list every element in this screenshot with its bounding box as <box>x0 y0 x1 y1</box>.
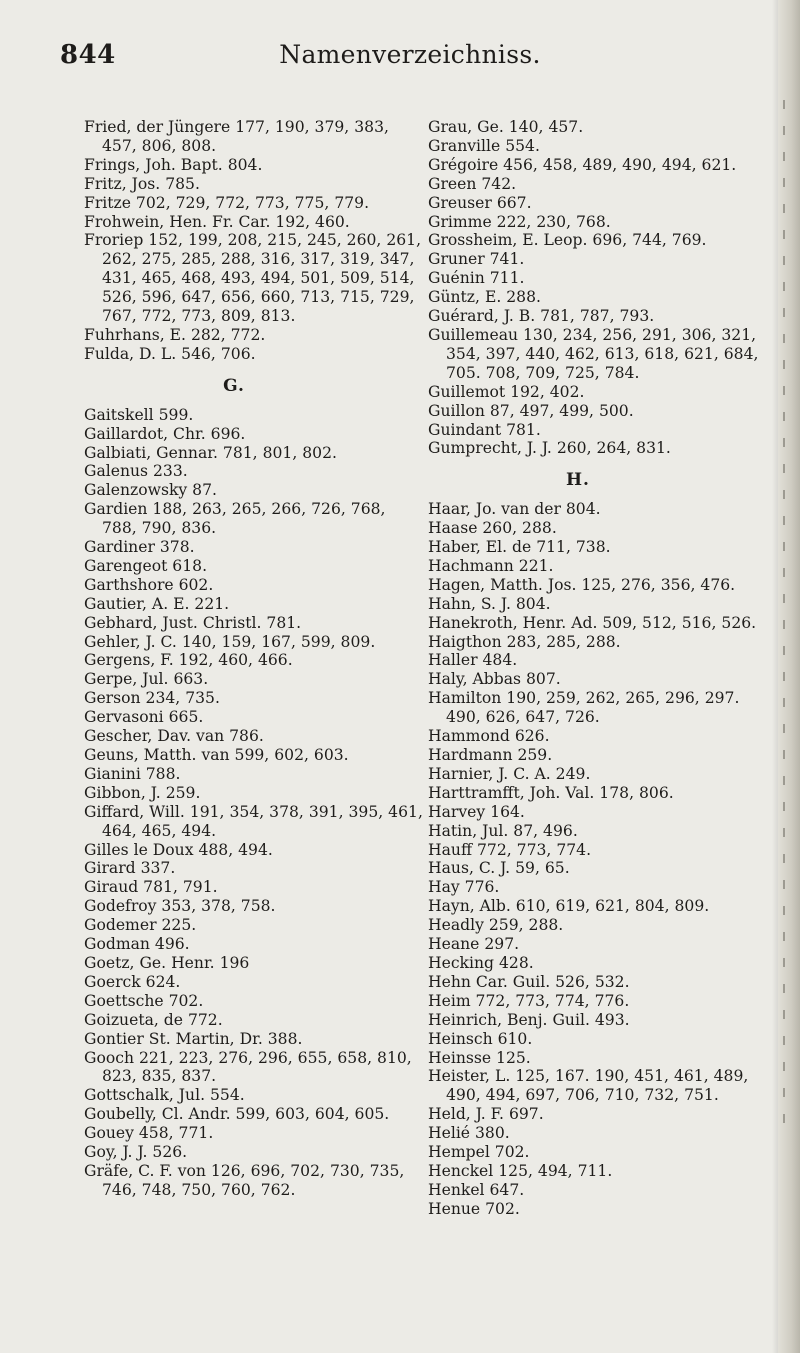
index-entry: Galenus 233. <box>84 462 188 481</box>
index-entry: Heinsch 610. <box>428 1029 533 1048</box>
index-entry: Greuser 667. <box>428 193 532 212</box>
index-entry: Hatin, Jul. 87, 496. <box>428 821 578 840</box>
index-entry: Fritze 702, 729, 772, 773, 775, 779. <box>84 193 370 212</box>
index-entry: Harttramfft, Joh. Val. 178, 806. <box>428 783 674 802</box>
edge-glyph-fragment <box>783 750 797 759</box>
index-entry: Gervasoni 665. <box>84 708 204 727</box>
index-entry: Hauff 772, 773, 774. <box>428 840 592 859</box>
edge-glyph-fragment <box>783 620 797 629</box>
index-entry: Held, J. F. 697. <box>428 1105 544 1124</box>
index-entry: Goubelly, Cl. Andr. 599, 603, 604, 605. <box>84 1105 390 1124</box>
edge-glyph-fragment <box>783 1062 797 1071</box>
index-entry: Goettsche 702. <box>84 991 204 1010</box>
index-entry: Goerck 624. <box>84 972 181 991</box>
index-entry: Hamilton 190, 259, 262, 265, 296, 297. 490, 626, 647, 726. <box>428 689 745 727</box>
index-entry: Haller 484. <box>428 651 518 670</box>
edge-glyph-fragment <box>783 906 797 915</box>
index-entry: Hehn Car. Guil. 526, 532. <box>428 972 630 991</box>
index-entry: Garengeot 618. <box>84 556 208 575</box>
page-number: 844 <box>60 40 116 70</box>
index-entry: Haber, El. de 711, 738. <box>428 538 611 557</box>
index-entry: Godman 496. <box>84 935 190 954</box>
edge-glyph-fragment <box>783 724 797 733</box>
index-entry: Fried, der Jüngere 177, 190, 379, 383, 457, 806, 808. <box>84 118 394 155</box>
index-entry: Fulda, D. L. 546, 706. <box>84 344 256 363</box>
index-entry: Gebhard, Just. Christl. 781. <box>84 613 302 632</box>
index-entry: Harvey 164. <box>428 802 525 821</box>
index-entry: Gräfe, C. F. von 126, 696, 702, 730, 735, 746, 748, 750, 760, 762. <box>84 1161 410 1199</box>
edge-glyph-fragment <box>783 178 797 187</box>
edge-glyph-fragment <box>783 464 797 473</box>
index-entry: Guillon 87, 497, 499, 500. <box>428 401 634 420</box>
index-entry: Fuhrhans, E. 282, 772. <box>84 325 266 344</box>
left-entries-f <box>84 118 427 364</box>
edge-glyph-fragment <box>783 542 797 551</box>
index-entry: Gaitskell 599. <box>84 405 194 424</box>
index-entry: Galbiati, Gennar. 781, 801, 802. <box>84 443 337 462</box>
index-entry: Granville 554. <box>428 136 540 155</box>
edge-glyph-fragment <box>783 646 797 655</box>
index-entry: Gautier, A. E. 221. <box>84 594 230 613</box>
edge-glyph-fragment <box>783 204 797 213</box>
index-entry: Hay 776. <box>428 878 500 897</box>
index-entry: Garthshore 602. <box>84 575 214 594</box>
index-entry: Gardiner 378. <box>84 538 195 557</box>
edge-glyph-fragment <box>783 152 797 161</box>
edge-glyph-fragment <box>783 308 797 317</box>
index-entry: Gilles le Doux 488, 494. <box>84 840 273 859</box>
edge-glyph-fragment <box>783 698 797 707</box>
index-entry: Hecking 428. <box>428 953 534 972</box>
edge-glyph-fragment <box>783 256 797 265</box>
index-entry: Güntz, E. 288. <box>428 288 541 307</box>
index-entry: Girard 337. <box>84 859 176 878</box>
index-entry: Grau, Ge. 140, 457. <box>428 118 584 136</box>
edge-glyph-fragment <box>783 958 797 967</box>
index-entry: Haly, Abbas 807. <box>428 670 561 689</box>
edge-glyph-fragment <box>783 412 797 421</box>
edge-glyph-fragment <box>783 386 797 395</box>
index-entry: Gescher, Dav. van 786. <box>84 727 264 746</box>
index-entry: Giffard, Will. 191, 354, 378, 391, 395, 461, 464, 465, 494. <box>84 802 428 840</box>
edge-glyph-fragment <box>783 126 797 135</box>
running-title: Namenverzeichniss. <box>279 40 541 69</box>
right-entries-h <box>428 500 778 1218</box>
edge-glyph-fragment <box>783 516 797 525</box>
edge-glyph-fragment <box>783 282 797 291</box>
edge-glyph-fragment <box>783 802 797 811</box>
section-letter-h: H. <box>566 470 590 491</box>
index-entry: Frohwein, Hen. Fr. Car. 192, 460. <box>84 212 350 231</box>
index-entry: Godefroy 353, 378, 758. <box>84 897 276 916</box>
index-entry: Goy, J. J. 526. <box>84 1143 188 1162</box>
section-letter-g: G. <box>223 375 245 396</box>
edge-glyph-fragment <box>783 776 797 785</box>
page-header <box>60 40 760 80</box>
index-entry: Gruner 741. <box>428 250 525 269</box>
index-entry: Froriep 152, 199, 208, 215, 245, 260, 261, 262, 275, 285, 288, 316, 317, 319, 347, 431, 465, 468, 493, 494, 501, 509, 514, 526, 596, 647, 656, 660, 713, 715, 729, 767, 772, 773, 809, 813. <box>84 231 427 326</box>
edge-glyph-fragment <box>783 854 797 863</box>
index-entry: Hayn, Alb. 610, 619, 621, 804, 809. <box>428 897 710 916</box>
edge-glyph-fragment <box>783 984 797 993</box>
index-entry: Grégoire 456, 458, 489, 490, 494, 621. <box>428 155 737 174</box>
edge-glyph-fragment <box>783 1088 797 1097</box>
edge-glyph-fragment <box>783 594 797 603</box>
right-entries-g <box>428 118 778 458</box>
index-entry: Harnier, J. C. A. 249. <box>428 764 591 783</box>
index-entry: Guénin 711. <box>428 269 525 288</box>
index-entry: Gardien 188, 263, 265, 266, 726, 768, 788, 790, 836. <box>84 500 391 538</box>
index-entry: Headly 259, 288. <box>428 916 564 935</box>
edge-glyph-fragment <box>783 932 797 941</box>
index-entry: Gianini 788. <box>84 764 181 783</box>
index-entry: Hardmann 259. <box>428 746 553 764</box>
index-entry: Haigthon 283, 285, 288. <box>428 632 621 651</box>
index-entry: Haase 260, 288. <box>428 519 557 538</box>
left-entries-g <box>84 405 428 1200</box>
edge-glyph-fragment <box>783 828 797 837</box>
left-column <box>84 118 428 1200</box>
index-entry: Helié 380. <box>428 1124 510 1143</box>
right-column <box>428 118 778 1219</box>
index-entry: Godemer 225. <box>84 916 197 935</box>
adjacent-page-edge <box>778 0 800 1353</box>
index-entry: Gouey 458, 771. <box>84 1124 214 1143</box>
index-entry: Grossheim, E. Leop. 696, 744, 769. <box>428 231 707 250</box>
edge-glyph-fragment <box>783 334 797 343</box>
index-entry: Hempel 702. <box>428 1143 530 1162</box>
index-entry: Haus, C. J. 59, 65. <box>428 859 570 878</box>
edge-glyph-fragment <box>783 1114 797 1123</box>
index-entry: Hagen, Matth. Jos. 125, 276, 356, 476. <box>428 575 736 594</box>
edge-glyph-fragment <box>783 1010 797 1019</box>
index-entry: Gontier St. Martin, Dr. 388. <box>84 1029 303 1048</box>
edge-glyph-fragment <box>783 360 797 369</box>
index-entry: Gumprecht, J. J. 260, 264, 831. <box>428 439 671 458</box>
index-entry: Gaillardot, Chr. 696. <box>84 424 246 443</box>
index-entry: Guillemot 192, 402. <box>428 382 585 401</box>
index-entry: Heinrich, Benj. Guil. 493. <box>428 1010 630 1029</box>
index-entry: Geuns, Matth. van 599, 602, 603. <box>84 746 349 764</box>
index-entry: Gottschalk, Jul. 554. <box>84 1086 245 1105</box>
index-entry: Gehler, J. C. 140, 159, 167, 599, 809. <box>84 632 376 651</box>
index-entry: Hanekroth, Henr. Ad. 509, 512, 516, 526. <box>428 613 757 632</box>
index-entry: Guérard, J. B. 781, 787, 793. <box>428 307 655 326</box>
index-entry: Galenzowsky 87. <box>84 481 217 500</box>
index-entry: Green 742. <box>428 174 517 193</box>
index-entry: Heane 297. <box>428 935 520 954</box>
index-entry: Haar, Jo. van der 804. <box>428 500 601 519</box>
index-entry: Heinsse 125. <box>428 1048 531 1067</box>
edge-glyph-fragment <box>783 438 797 447</box>
edge-glyph-fragment <box>783 880 797 889</box>
index-entry: Heim 772, 773, 774, 776. <box>428 991 630 1010</box>
edge-glyph-fragment <box>783 568 797 577</box>
index-entry: Hachmann 221. <box>428 556 554 575</box>
index-entry: Goetz, Ge. Henr. 196 <box>84 953 250 972</box>
index-entry: Heister, L. 125, 167. 190, 451, 461, 489, 490, 494, 697, 706, 710, 732, 751. <box>428 1067 754 1105</box>
index-entry: Guillemeau 130, 234, 256, 291, 306, 321, 354, 397, 440, 462, 613, 618, 621, 684, 705. 708, 709, 725, 784. <box>428 325 764 382</box>
index-entry: Henckel 125, 494, 711. <box>428 1161 613 1180</box>
edge-glyph-fragment <box>783 100 797 109</box>
index-entry: Frings, Joh. Bapt. 804. <box>84 155 263 174</box>
index-entry: Henkel 647. <box>428 1180 525 1199</box>
index-entry: Gibbon, J. 259. <box>84 783 201 802</box>
index-entry: Hammond 626. <box>428 727 550 746</box>
index-entry: Gooch 221, 223, 276, 296, 655, 658, 810, 823, 835, 837. <box>84 1048 417 1086</box>
index-entry: Gerpe, Jul. 663. <box>84 670 209 689</box>
edge-glyph-fragment <box>783 672 797 681</box>
index-entry: Gergens, F. 192, 460, 466. <box>84 651 293 670</box>
edge-glyph-fragment <box>783 230 797 239</box>
index-entry: Goizueta, de 772. <box>84 1010 223 1029</box>
index-entry: Fritz, Jos. 785. <box>84 174 200 193</box>
index-entry: Henue 702. <box>428 1199 520 1218</box>
index-entry: Hahn, S. J. 804. <box>428 594 551 613</box>
edge-glyph-fragment <box>783 1036 797 1045</box>
index-entry: Grimme 222, 230, 768. <box>428 212 611 231</box>
edge-glyph-fragment <box>783 490 797 499</box>
index-entry: Gerson 234, 735. <box>84 689 220 708</box>
index-entry: Giraud 781, 791. <box>84 878 218 897</box>
index-entry: Guindant 781. <box>428 420 541 439</box>
